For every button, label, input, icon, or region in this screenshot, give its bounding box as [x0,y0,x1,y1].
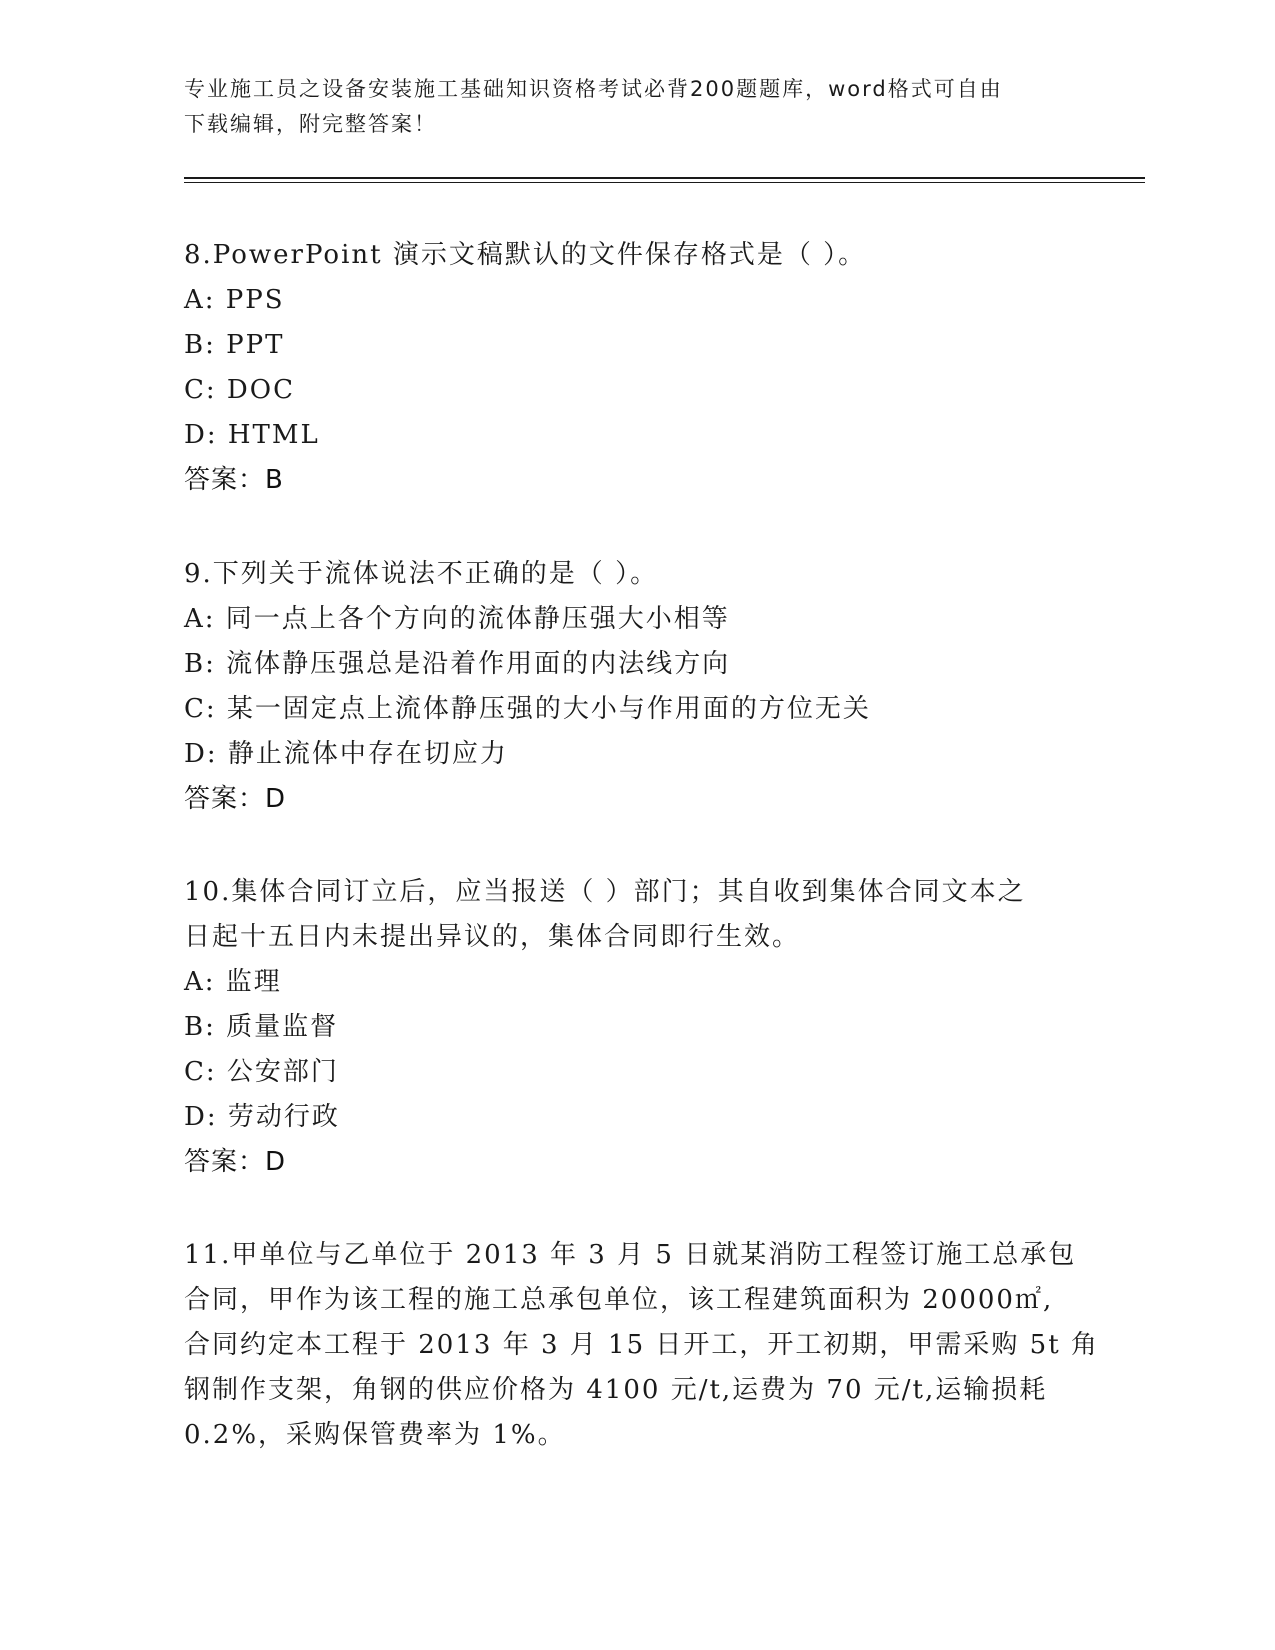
option-b: B: 质量监督 [184,1012,339,1042]
question-stem: 0.2%，采购保管费率为 1%。 [184,1420,566,1450]
header-divider-thick [184,177,1145,179]
answer: 答案：D [184,1147,287,1177]
option-c: C: DOC [184,375,295,405]
question-8 [184,233,1084,503]
question-stem: 钢制作支架，角钢的供应价格为 4100 元/t,运费为 70 元/t,运输损耗 [184,1375,1048,1405]
answer: 答案：B [184,465,284,495]
option-b: B: PPT [184,330,285,360]
answer: 答案：D [184,784,287,814]
question-10 [184,870,1084,1185]
option-a: A: PPS [184,285,285,315]
question-stem: 合同约定本工程于 2013 年 3 月 15 日开工，开工初期，甲需采购 5t 角 [184,1330,1099,1360]
option-b: B: 流体静压强总是沿着作用面的内法线方向 [184,649,731,679]
header-divider-thin [184,182,1145,183]
question-9 [184,552,1084,822]
option-a: A: 监理 [184,967,282,997]
option-d: D: HTML [184,420,320,450]
option-c: C: 某一固定点上流体静压强的大小与作用面的方位无关 [184,694,871,724]
option-d: D: 劳动行政 [184,1102,340,1132]
header-line-2: 下载编辑，附完整答案！ [184,112,437,136]
question-11 [184,1233,1099,1458]
question-stem: 8.PowerPoint 演示文稿默认的文件保存格式是（ ）。 [184,240,867,270]
question-stem: 日起十五日内未提出异议的，集体合同即行生效。 [184,922,801,952]
question-stem: 10.集体合同订立后，应当报送（ ）部门；其自收到集体合同文本之 [184,877,1026,907]
document-header [184,72,1064,142]
header-line-1: 专业施工员之设备安装施工基础知识资格考试必背200题题库，word格式可自由 [184,77,1003,101]
option-c: C: 公安部门 [184,1057,339,1087]
option-d: D: 静止流体中存在切应力 [184,739,508,769]
question-stem: 11.甲单位与乙单位于 2013 年 3 月 5 日就某消防工程签订施工总承包 [184,1240,1077,1270]
question-stem: 9.下列关于流体说法不正确的是（ ）。 [184,559,659,589]
option-a: A: 同一点上各个方向的流体静压强大小相等 [184,604,730,634]
question-stem: 合同，甲作为该工程的施工总承包单位，该工程建筑面积为 20000㎡, [184,1285,1054,1315]
